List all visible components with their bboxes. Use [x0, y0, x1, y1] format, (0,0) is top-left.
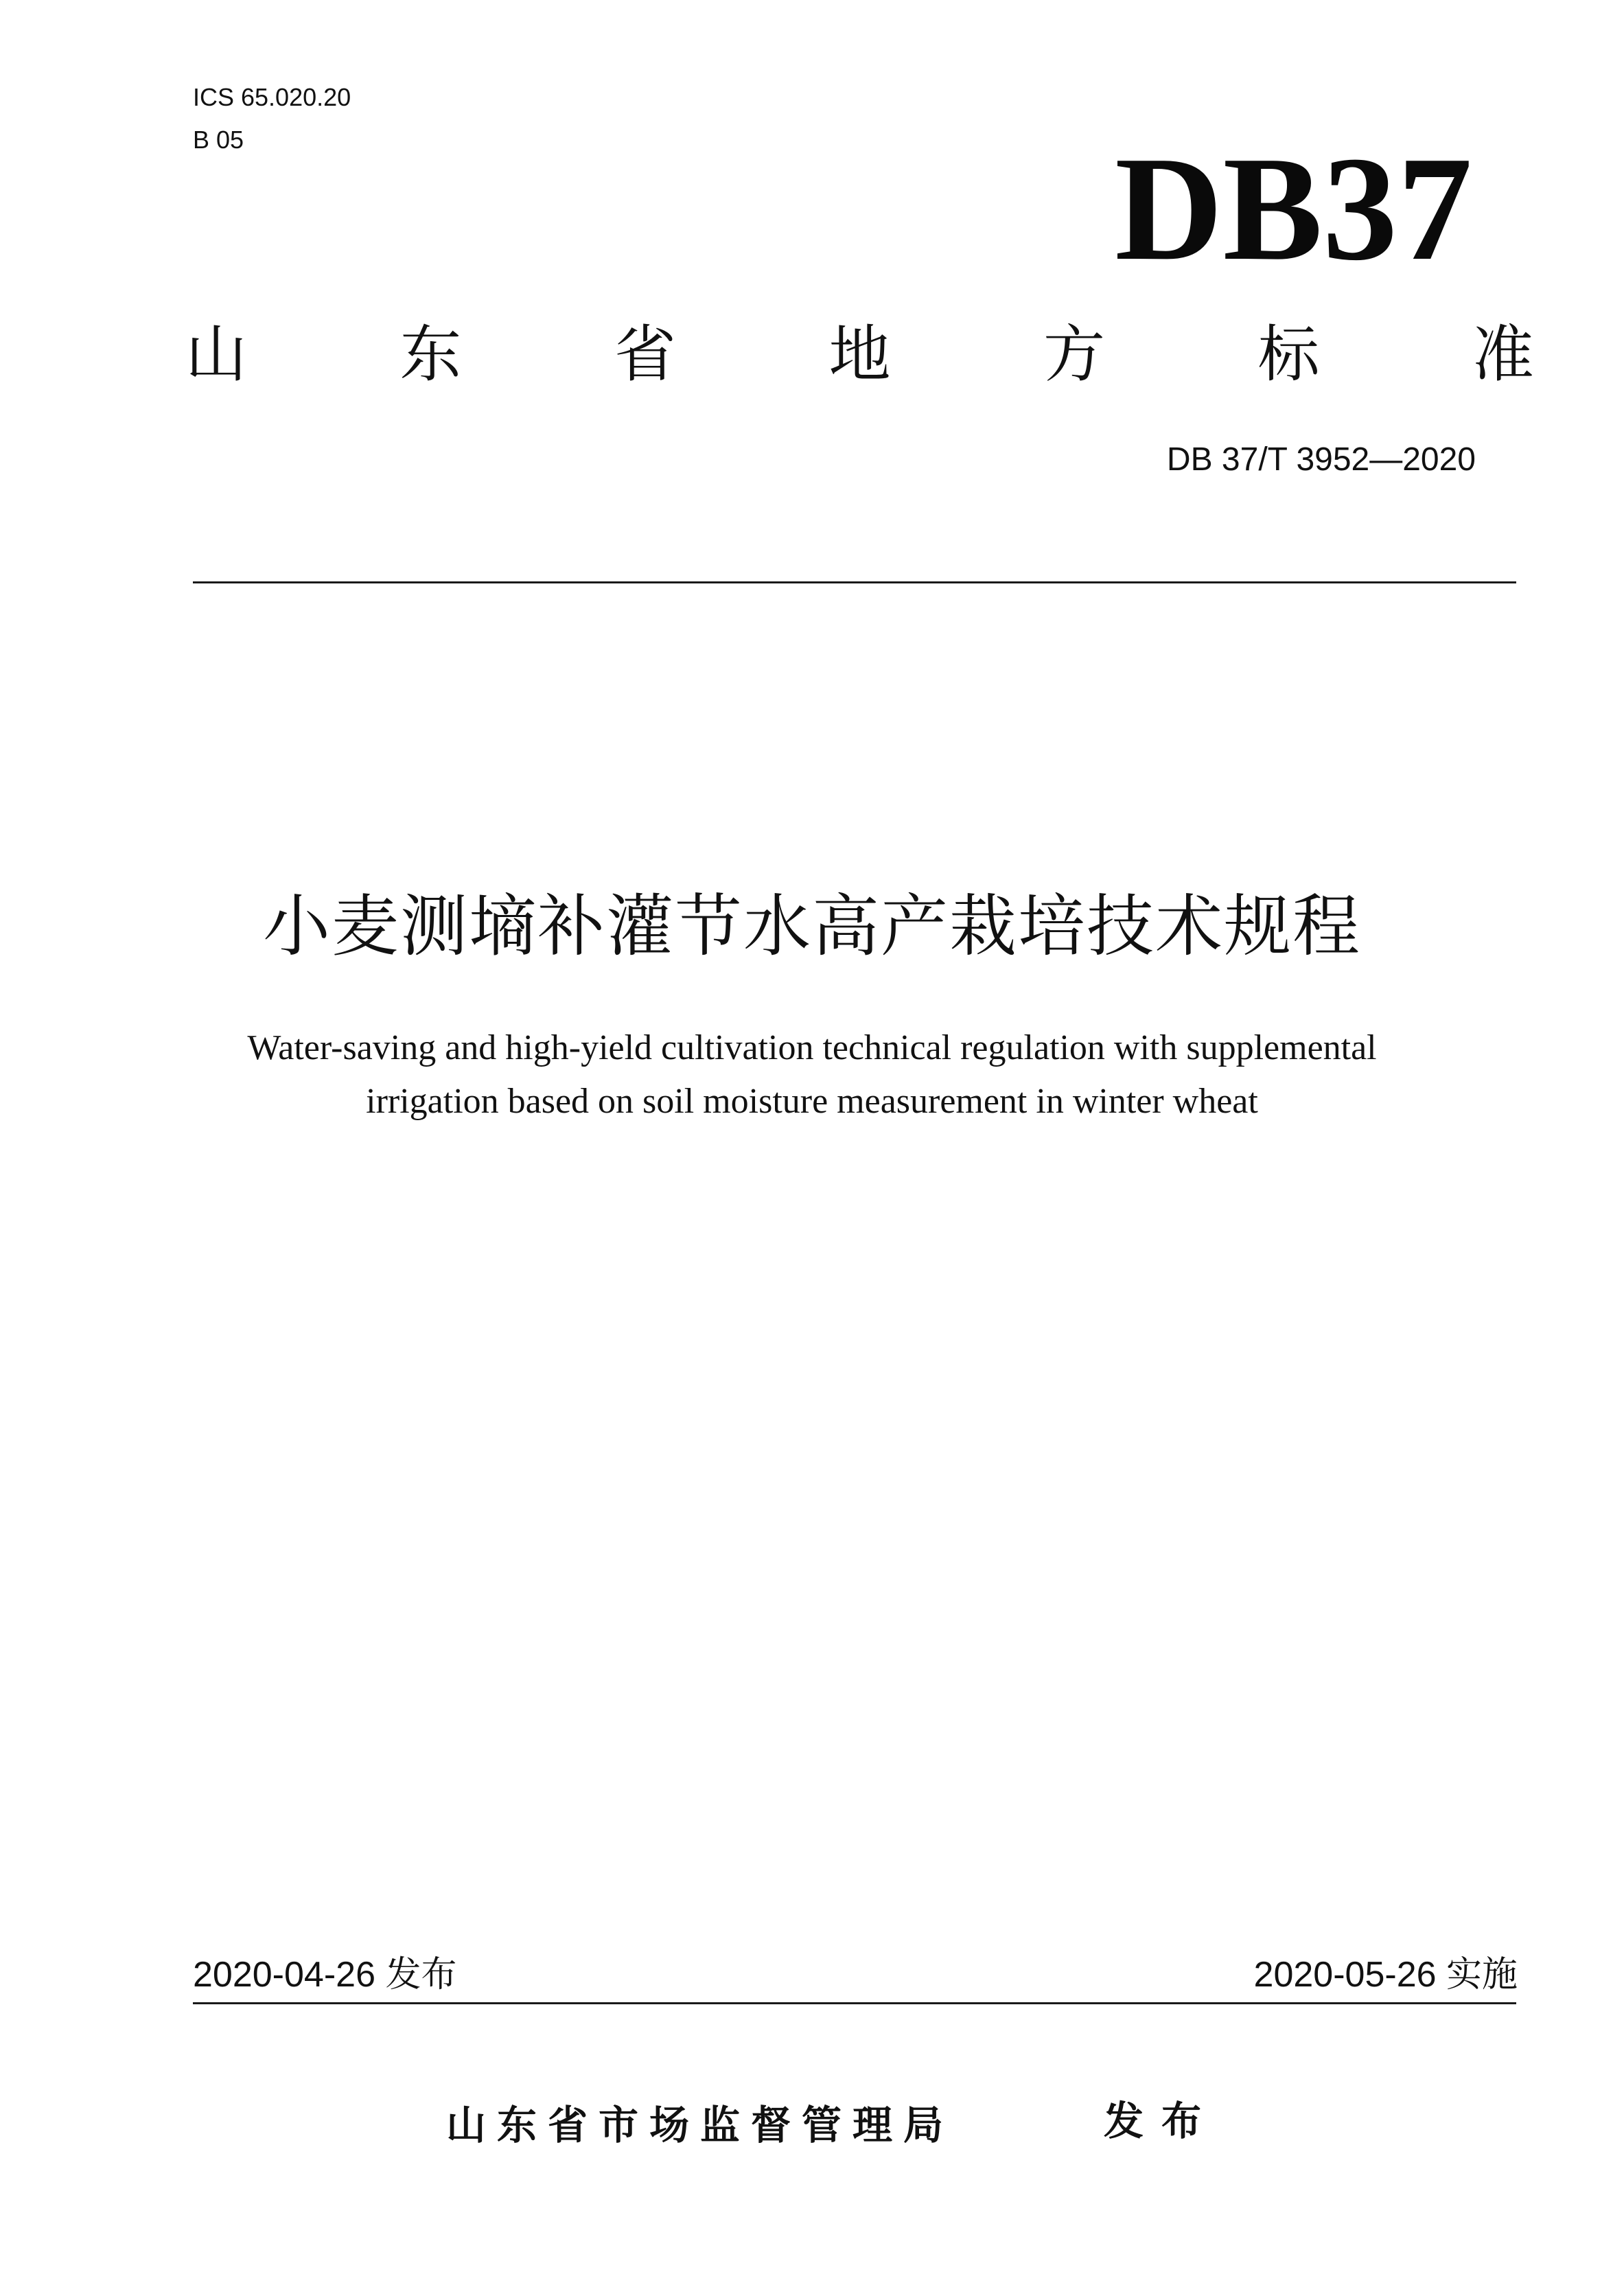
standard-type-char: 省 — [614, 318, 676, 391]
standard-number: DB 37/T 3952—2020 — [1166, 441, 1476, 478]
english-title-line: irrigation based on soil moisture measurement in winter wheat — [366, 1082, 1258, 1121]
issuing-authority: 山东省市场监督管理局 — [446, 2102, 955, 2148]
standard-logo: DB37 — [1115, 126, 1472, 292]
standard-type-char: 山 — [185, 318, 247, 391]
ics-code: ICS 65.020.20 — [193, 83, 351, 111]
standard-type-char: 标 — [1257, 318, 1320, 391]
bottom-divider — [193, 2002, 1516, 2004]
issue-date: 2020-04-26 发布 — [193, 1955, 457, 1995]
chinese-title: 小麦测墒补灌节水高产栽培技术规程 — [262, 888, 1361, 966]
issue-label: 发布 — [1104, 2098, 1220, 2144]
standard-type-char: 准 — [1472, 318, 1534, 391]
standard-type-heading — [185, 317, 1534, 393]
ccs-code: B 05 — [193, 126, 244, 154]
top-divider — [193, 581, 1516, 583]
implementation-date: 2020-05-26 实施 — [1253, 1955, 1518, 1995]
standard-type-char: 方 — [1043, 318, 1105, 391]
standard-type-char: 东 — [399, 318, 462, 391]
standard-type-char: 地 — [828, 318, 891, 391]
english-title — [0, 1021, 1624, 1128]
english-title-line: Water-saving and high-yield cultivation technical regulation with supplemental — [247, 1028, 1377, 1067]
